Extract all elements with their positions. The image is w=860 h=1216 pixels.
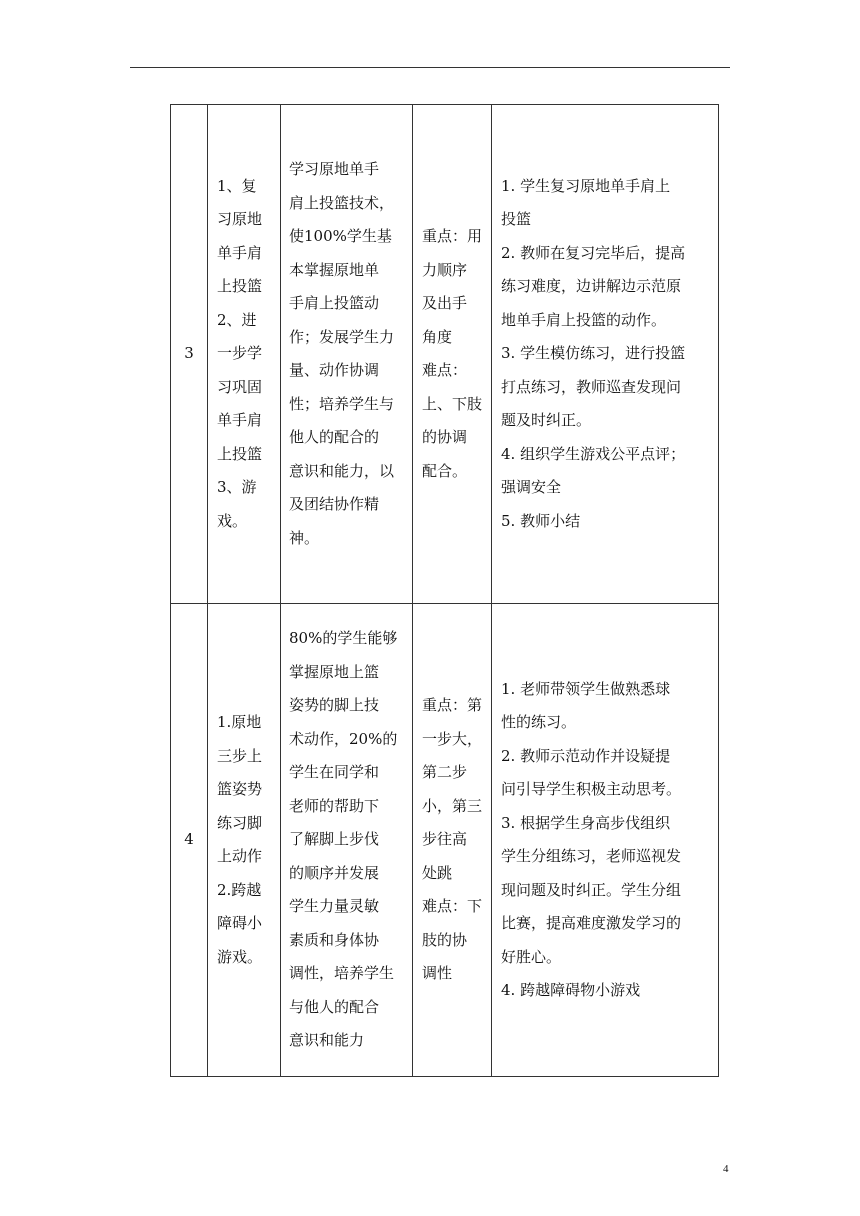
text-line: 量、动作协调 [289,361,380,379]
text-line: 2. 教师在复习完毕后，提高 [501,243,686,262]
text-line: 篮姿势 [217,780,263,798]
text-line: 4. 跨越障碍物小游戏 [501,981,641,999]
text-line: 调性 [422,964,453,983]
text-line: 1. 老师带领学生做熟悉球 [501,679,671,698]
text-line: 难点：下 [422,897,483,916]
text-line: 学生在同学和 [289,763,380,782]
text-line: 一步大， [422,729,483,748]
text-line: 的顺序并发展 [289,863,380,882]
teaching-process-lines [492,673,718,1008]
text-line: 力顺序 [422,260,468,279]
teaching-objectives-lines [281,622,412,1058]
text-line: 素质和身体协 [289,930,380,949]
text-line: 性；培养学生与 [289,394,395,413]
teaching-objectives-lines [281,153,412,555]
text-line: 配合。 [422,461,468,480]
text-line: 上投篮 [217,444,263,463]
teaching-content-lines [208,170,280,539]
text-line: 神。 [289,528,320,547]
text-line: 角度 [422,327,453,346]
text-line: 及团结协作精 [289,495,380,513]
text-line: 好胜心。 [501,947,562,966]
text-line: 学生力量灵敏 [289,897,380,916]
text-line: 习巩固 [217,377,263,396]
text-line: 4. 组织学生游戏公平点评； [501,444,686,463]
text-line: 3. 根据学生身高步伐组织 [501,813,671,832]
text-line: 学生分组练习，老师巡视发 [501,847,682,865]
text-line: 上投篮 [217,277,263,296]
key-difficult-points [413,105,492,604]
teaching-process [492,604,719,1077]
text-line: 意识和能力，以 [289,461,395,480]
text-line: 与他人的配合 [289,997,380,1016]
text-line: 1.原地 [217,713,262,731]
text-line: 打点练习，教师巡查发现问 [501,377,682,396]
text-line: 地单手肩上投篮的动作。 [501,310,667,329]
text-line: 调性，培养学生 [289,964,395,983]
text-line: 术动作，20%的 [289,729,398,748]
text-line: 题及时纠正。 [501,411,592,430]
text-line: 掌握原地上篮 [289,662,380,681]
text-line: 的协调 [422,428,468,446]
teaching-objectives [281,105,413,604]
text-line: 一步学 [217,344,263,363]
text-line: 步往高 [422,830,468,849]
text-line: 3、游 [217,478,257,497]
text-line: 练习难度，边讲解边示范原 [501,277,682,296]
text-line: 问引导学生积极主动思考。 [501,780,682,798]
text-line: 重点：用 [422,227,483,245]
text-line: 他人的配合的 [289,428,380,446]
text-line: 学习原地单手 [289,160,380,178]
text-line: 戏。 [217,511,248,530]
text-line: 本掌握原地单 [289,260,380,279]
table-row [171,105,719,604]
text-line: 肩上投篮技术， [289,193,395,212]
text-line: 强调安全 [501,478,562,497]
text-line: 及出手 [422,294,468,312]
key-difficult-points-lines [413,220,491,488]
text-line: 使100%学生基 [289,227,392,245]
text-line: 小，第三 [422,796,483,815]
text-line: 难点： [422,361,468,379]
table-row [171,604,719,1077]
text-line: 2. 教师示范动作并设疑提 [501,746,671,765]
teaching-content [208,105,281,604]
text-line: 游戏。 [217,947,263,966]
teaching-objectives [281,604,413,1077]
text-line: 习原地 [217,210,263,229]
text-line: 2.跨越 [217,880,262,899]
text-line: 比赛，提高难度激发学习的 [501,914,682,932]
text-line: 障碍小 [217,914,263,932]
text-line: 80%的学生能够 [289,629,398,648]
text-line: 姿势的脚上技 [289,696,380,715]
text-line: 手肩上投篮动 [289,294,380,312]
text-line: 上动作 [217,847,263,865]
lesson-plan-table [170,104,719,1077]
text-line: 了解脚上步伐 [289,830,380,849]
key-difficult-points-lines [413,689,491,991]
text-line: 5. 教师小结 [501,511,581,530]
teaching-content-lines [208,706,280,974]
text-line: 重点：第 [422,696,483,715]
text-line: 2、进 [217,310,257,329]
teaching-process [492,105,719,604]
text-line: 练习脚 [217,813,263,832]
text-line: 老师的帮助下 [289,796,380,815]
header-rule [130,67,730,68]
text-line: 1. 学生复习原地单手肩上 [501,176,671,195]
text-line: 处跳 [422,863,453,882]
page-number: 4 [723,1163,729,1175]
text-line: 单手肩 [217,411,263,430]
text-line: 三步上 [217,746,263,765]
text-line: 投篮 [501,210,532,229]
text-line: 3. 学生模仿练习，进行投篮 [501,344,686,363]
key-difficult-points [413,604,492,1077]
teaching-process-lines [492,170,718,539]
text-line: 1、复 [217,176,257,195]
teaching-content [208,604,281,1077]
text-line: 肢的协 [422,930,468,949]
text-line: 现问题及时纠正。学生分组 [501,880,682,899]
text-line: 单手肩 [217,243,263,262]
lesson-number: 4 [171,604,208,1077]
text-line: 第二步 [422,763,468,782]
text-line: 上、下肢 [422,394,483,413]
text-line: 性的练习。 [501,713,577,731]
lesson-number: 3 [171,105,208,604]
text-line: 作；发展学生力 [289,327,395,346]
text-line: 意识和能力 [289,1031,365,1050]
